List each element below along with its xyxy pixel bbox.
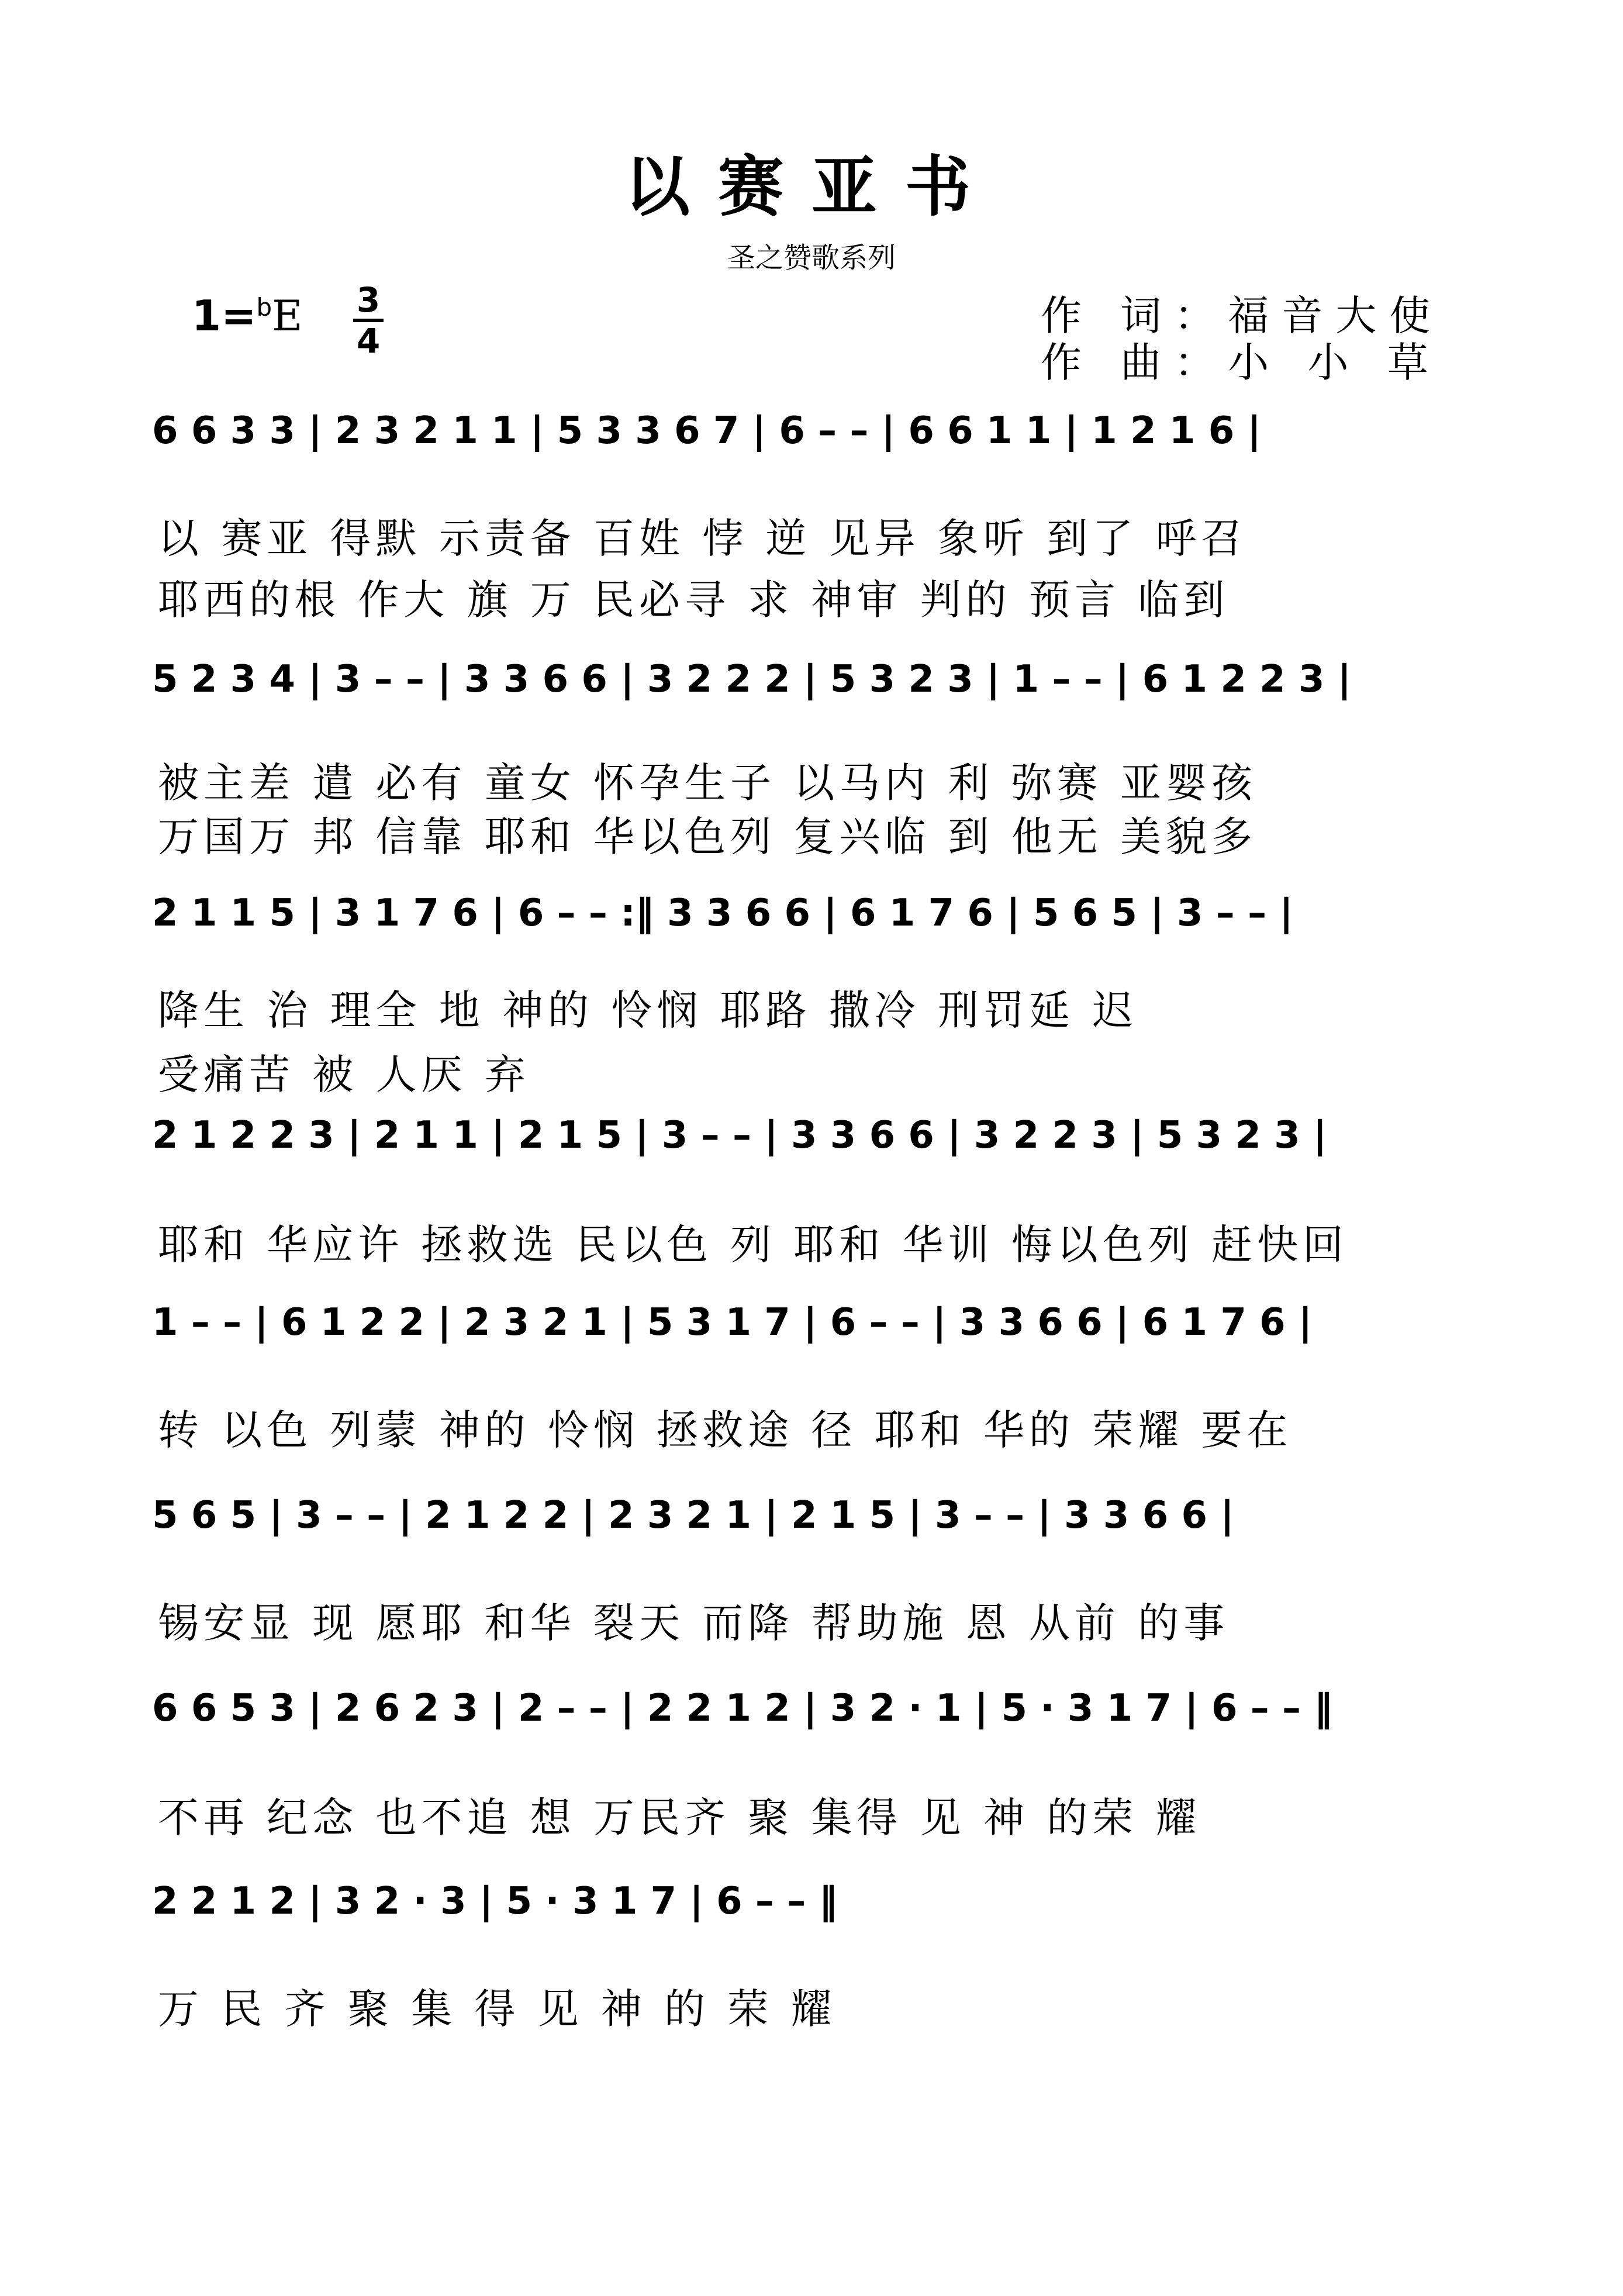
notation-line xyxy=(152,658,1479,734)
lyric-verse-1: 万 民 齐 聚 集 得 见 神 的 荣 耀 xyxy=(158,1985,837,2033)
meter-top: 3 xyxy=(356,280,381,320)
lyricist-credit: 作 词：福音大使 xyxy=(1041,292,1444,340)
lyric-verse-1: 转 以色 列蒙 神的 怜悯 拯救途 径 耶和 华的 荣耀 要在 xyxy=(158,1406,1293,1454)
notes-text: 2 1 2 2 3 | 2 1 1 | 2 1 5 | 3 – – | 3 3 6 6 | 3 2 2 3 | 5 3 2 3 | xyxy=(152,1114,1327,1157)
key-signature xyxy=(192,291,303,340)
notation-line xyxy=(152,892,1479,968)
lyric-verse-2: 耶西的根 作大 旗 万 民必寻 求 神审 判的 预言 临到 xyxy=(158,576,1230,624)
key-letter: E xyxy=(272,291,303,340)
notes-text: 5 2 3 4 | 3 – – | 3 3 6 6 | 3 2 2 2 | 5 3 2 3 | 1 – – | 6 1 2 2 3 | xyxy=(152,658,1352,701)
lyric-verse-1: 锡安显 现 愿耶 和华 裂天 而降 帮助施 恩 从前 的事 xyxy=(158,1599,1230,1647)
notation-line xyxy=(152,1687,1479,1763)
lyric-verse-2: 万国万 邦 信靠 耶和 华以色列 复兴临 到 他无 美貌多 xyxy=(158,813,1258,861)
key-prefix: 1= xyxy=(192,291,257,340)
lyric-verse-1: 耶和 华应许 拯救选 民以色 列 耶和 华训 悔以色列 赶快回 xyxy=(158,1221,1349,1269)
notes-text: 2 1 1 5 | 3 1 7 6 | 6 – – :‖ 3 3 6 6 | 6 1 7 6 | 5 6 5 | 3 – – | xyxy=(152,892,1293,935)
notation-line xyxy=(152,1494,1479,1570)
lyric-verse-1: 被主差 遣 必有 童女 怀孕生子 以马内 利 弥赛 亚婴孩 xyxy=(158,759,1258,807)
lyric-verse-1: 降生 治 理全 地 神的 怜悯 耶路 撒冷 刑罚延 迟 xyxy=(158,986,1138,1034)
notes-text: 6 6 3 3 | 2 3 2 1 1 | 5 3 3 6 7 | 6 – – | 6 6 1 1 | 1 2 1 6 | xyxy=(152,409,1261,453)
notation-line xyxy=(152,1880,1479,1956)
lyric-verse-1: 不再 纪念 也不追 想 万民齐 聚 集得 见 神 的荣 耀 xyxy=(158,1794,1201,1842)
flat-sign: b xyxy=(256,293,272,322)
lyric-verse-1: 以 赛亚 得默 示责备 百姓 悖 逆 见异 象听 到了 呼召 xyxy=(158,515,1247,562)
time-signature xyxy=(351,280,386,361)
song-title: 以赛亚书 xyxy=(624,149,999,225)
composer-credit: 作 曲：小 小 草 xyxy=(1041,339,1441,386)
series-subtitle: 圣之赞歌系列 xyxy=(727,241,896,274)
meter-bottom: 4 xyxy=(356,321,381,361)
notation-line xyxy=(152,1114,1479,1190)
notes-text: 5 6 5 | 3 – – | 2 1 2 2 | 2 3 2 1 | 2 1 5 | 3 – – | 3 3 6 6 | xyxy=(152,1494,1234,1537)
notes-text: 6 6 5 3 | 2 6 2 3 | 2 – – | 2 2 1 2 | 3 2 · 1 | 5 · 3 1 7 | 6 – – ‖ xyxy=(152,1687,1333,1730)
notation-line xyxy=(152,1301,1479,1377)
notes-text: 2 2 1 2 | 3 2 · 3 | 5 · 3 1 7 | 6 – – ‖ xyxy=(152,1880,838,1923)
notation-line xyxy=(152,409,1479,485)
lyric-verse-2: 受痛苦 被 人厌 弃 xyxy=(158,1051,530,1099)
notes-text: 1 – – | 6 1 2 2 | 2 3 2 1 | 5 3 1 7 | 6 – – | 3 3 6 6 | 6 1 7 6 | xyxy=(152,1301,1313,1344)
